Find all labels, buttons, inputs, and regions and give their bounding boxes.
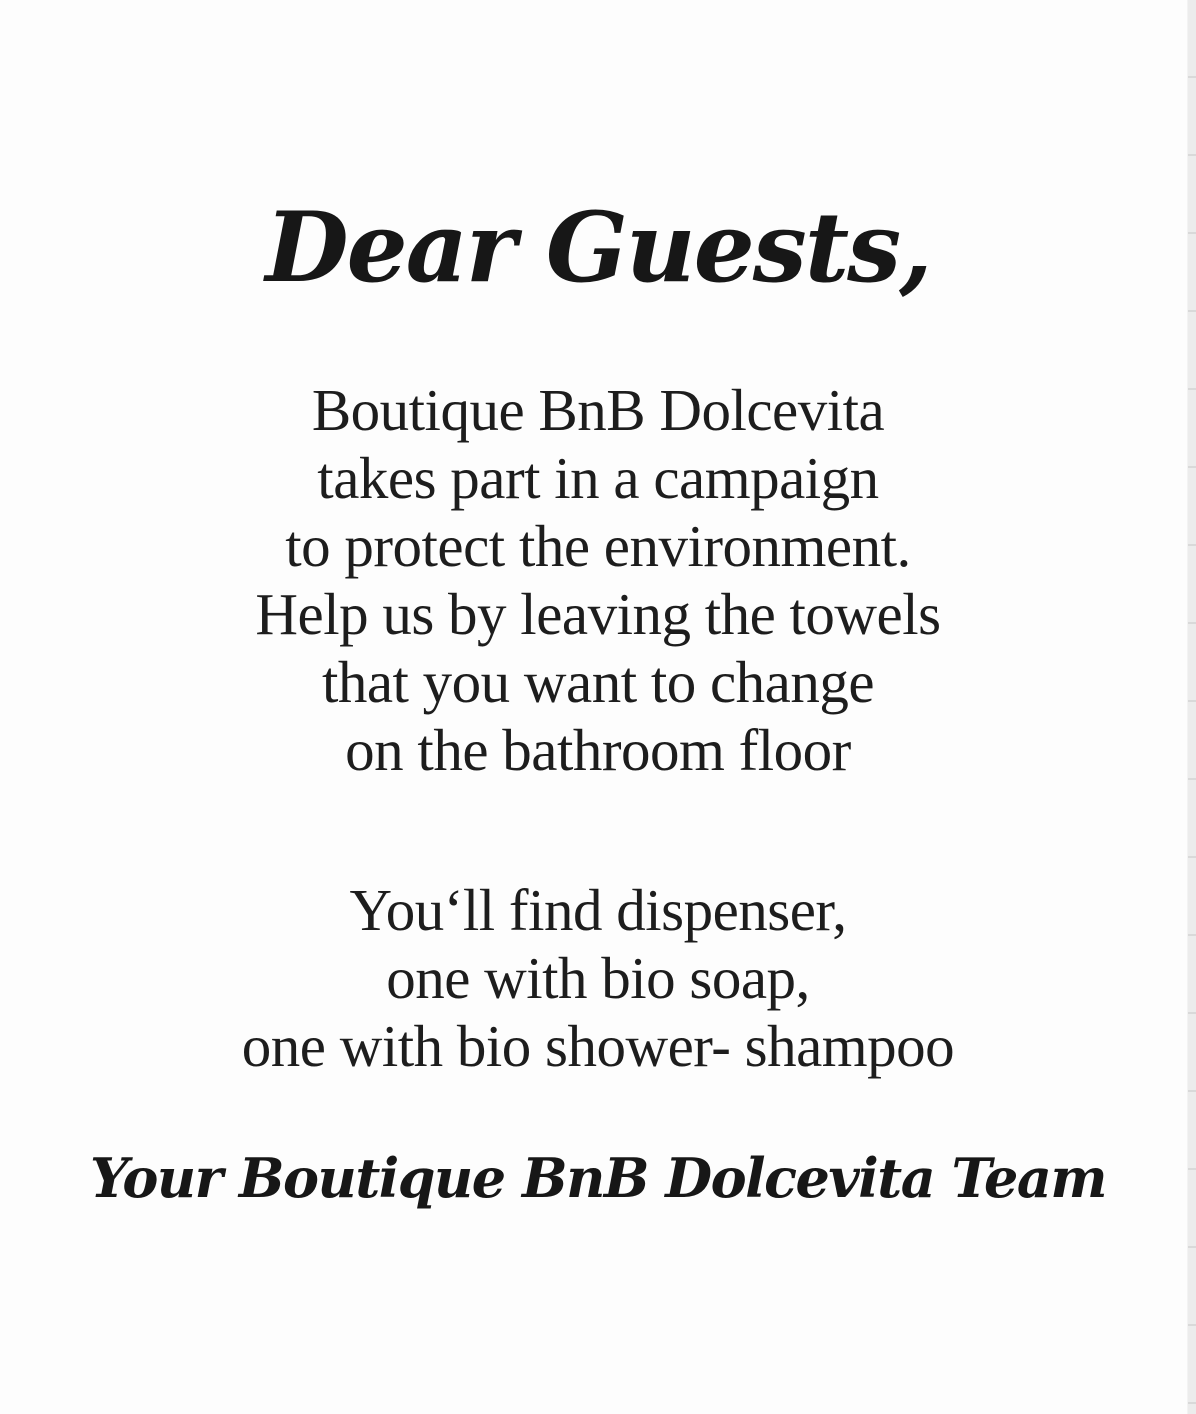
campaign-line-2: takes part in a campaign — [317, 445, 879, 511]
campaign-line-5: that you want to change — [321, 649, 875, 715]
dispenser-line-2: one with bio soap, — [386, 945, 810, 1011]
campaign-line-1: Boutique BnB Dolcevita — [311, 377, 885, 443]
campaign-line-6: on the bathroom floor — [345, 717, 851, 783]
campaign-line-3: to protect the environment. — [285, 513, 911, 579]
dispenser-line-3: one with bio shower- shampoo — [241, 1013, 955, 1079]
greeting-heading: Dear Guests, — [265, 191, 931, 304]
campaign-line-4: Help us by leaving the towels — [255, 581, 941, 647]
signature-line: Your Boutique BnB Dolcevita Team — [90, 1146, 1106, 1210]
dispenser-paragraph — [0, 876, 1196, 1080]
campaign-paragraph — [0, 376, 1196, 784]
right-edge-panel-sliver — [1187, 0, 1196, 1414]
dispenser-line-1: You‘ll find dispenser, — [349, 877, 847, 943]
